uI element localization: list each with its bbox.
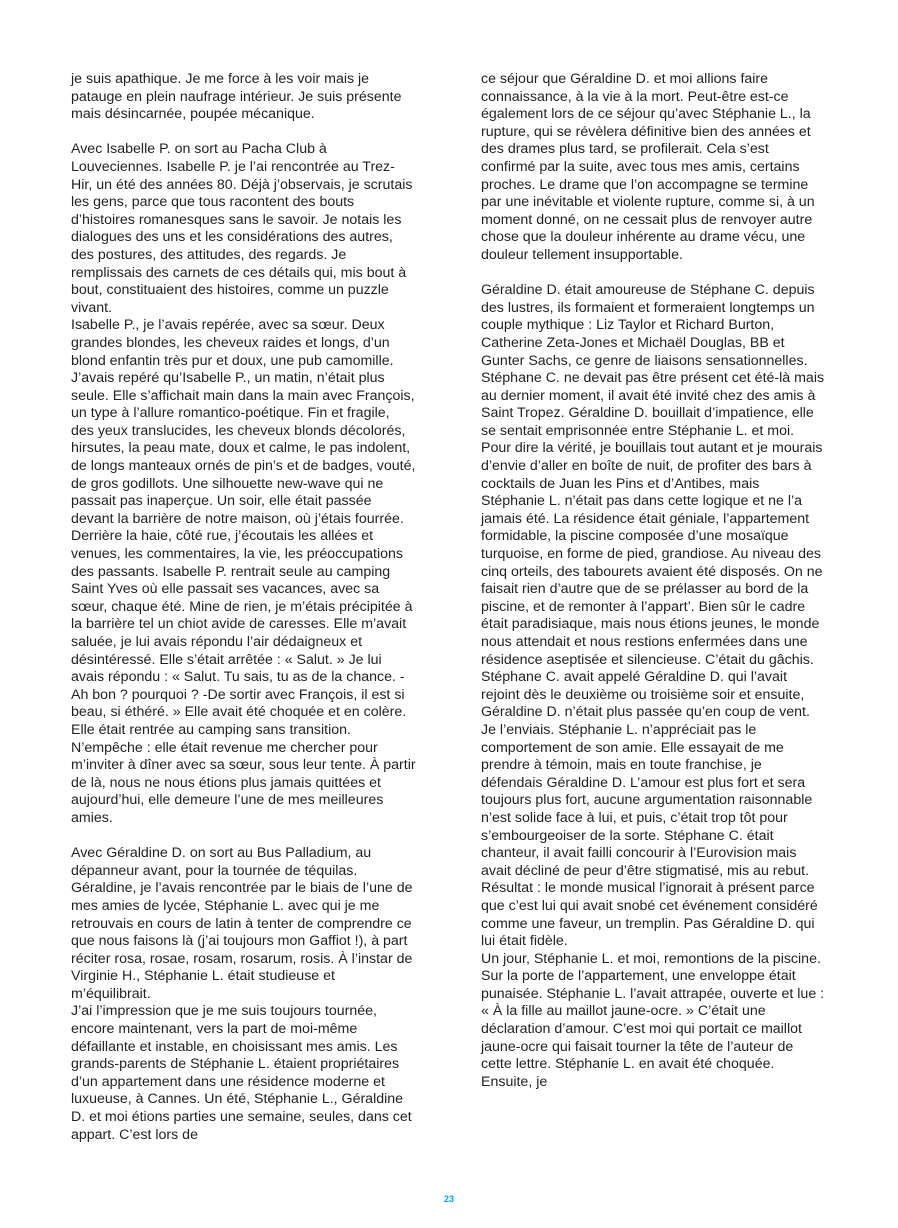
- paragraph: Stéphane C. ne devait pas être présent cet été-là mais au dernier moment, il avait été invité chez des amis à Saint Tropez. Géraldine D. bouillait d’impatience, elle se sentait emprisonnée entre Stéphanie L. et moi. Pour dire la vérité, je bouillais tout autant et je mourais d’envie d’aller en boîte de nuit, de profiter des bars à cocktails de Juan les Pins et d’Antibes, mais Stéphanie L. n’était pas dans cette logique et ne l’a jamais été. La résidence était géniale, l’appartement formidable, la piscine composée d’une mosaïque turquoise, en forme de pied, grandiose. Au niveau des cinq orteils, des tabourets avaient été disposés. On ne faisait rien d’autre que de se prélasser au bord de la piscine, et de remonter à l’appart’. Bien sûr le cadre était paradisiaque, mais nous étions jeunes, le monde nous attendait et nous restions enfermées dans une résidence aseptisée et silencieuse. C’était du gâchis. Stéphane C. avait appelé Géraldine D. qui l’avait rejoint dès le deuxième ou troisième soir et ensuite, Géraldine D. n’était plus passée qu’en coup de vent. Je l’enviais. Stéphanie L. n’appréciait pas le comportement de son amie. Elle essayait de me prendre à témoin, mais en toute franchise, je défendais Géraldine D. L’amour est plus fort et sera toujours plus fort, aucune argumentation raisonnable n’est solide face à lui, et puis, c’était trop tôt pour s’embourgeoiser de la sorte. Stéphane C. était chanteur, il avait failli concourir à l’Eurovision mais avait décliné de peur d’être stigmatisé, mis au rebut. Résultat : le monde musical l’ignorait à présent parce que c’est lui qui avait snobé cet événement considéré comme une faveur, un tremplin. Pas Géraldine D. qui lui était fidèle.: [481, 370, 825, 950]
- paragraph: Isabelle P., je l’avais repérée, avec sa sœur. Deux grandes blondes, les cheveux raides et longs, d’un blond enfantin très pur et doux, une pub camomille. J’avais repéré qu’Isabelle P., un matin, n’était plus seule. Elle s’affichait main dans la main avec François, un type à l’allure romantico-poétique. Fin et fragile, des yeux translucides, les cheveux blonds décolorés, hirsutes, la peau mate, doux et calme, le pas indolent, de longs manteaux ornés de pin’s et de badges, vouté, de gros godillots. Une silhouette new-wave qui ne passait pas inaperçue. Un soir, elle était passée devant la barrière de notre maison, où j’étais fourrée. Derrière la haie, côté rue, j’écoutais les allées et venues, les commentaires, la vie, les préoccupations des passants. Isabelle P. rentrait seule au camping Saint Yves où elle passait ses vacances, avec sa sœur, chaque été. Mine de rien, je m’étais précipitée à la barrière tel un chiot avide de caresses. Elle m’avait saluée, je lui avais répondu l’air dédaigneux et désintéressé. Elle s’était arrêtée : « Salut. » Je lui avais répondu : « Salut. Tu sais, tu as de la chance. -Ah bon ? pourquoi ? -De sortir avec François, il est si beau, si éthéré. » Elle avait été choquée et en colère. Elle était rentrée au camping sans transition. N’empêche : elle était revenue me chercher pour m’inviter à dîner avec sa sœur, sous leur tente. À partir de là, nous ne nous étions plus jamais quittées et aujourd’hui, elle demeure l’une de mes meilleures amies.: [71, 317, 416, 826]
- right-text-column: [481, 71, 826, 1091]
- paragraph: Un jour, Stéphanie L. et moi, remontions de la piscine. Sur la porte de l’appartement, une enveloppe était punaisée. Stéphanie L. l’avait attrapée, ouverte et lue : « À la fille au maillot jaune-ocre. » C’était une déclaration d’amour. C’est moi qui portait ce maillot jaune-ocre qui faisait tourner la tête de l’auteur de cette lettre. Stéphanie L. en avait été choquée. Ensuite, je: [481, 950, 825, 1090]
- paragraph: ce séjour que Géraldine D. et moi allions faire connaissance, à la vie à la mort. Peut-être est-ce également lors de ce séjour qu’avec Stéphanie L., la rupture, qui se révèlera définitive bien des années et des drames plus tard, se profilerait. Cela s’est confirmé par la suite, avec tous mes amis, certains proches. Le drame que l’on accompagne se termine par une inévitable et violente rupture, comme si, à un moment donné, on ne cessait plus de renvoyer autre chose que la douleur inhérente au drame vécu, une douleur tellement insupportable.: [481, 71, 815, 263]
- paragraph: J’ai l’impression que je me suis toujours tournée, encore maintenant, vers la part de moi-même défaillante et instable, en choisissant mes amis. Les grands-parents de Stéphanie L. étaient propriétaires d’un appartement dans une résidence moderne et luxueuse, à Cannes. Un été, Stéphanie L., Géraldine D. et moi étions parties une semaine, seules, dans cet appart. C’est lors de: [71, 1003, 412, 1143]
- left-text-column: [71, 71, 416, 1144]
- paragraph: Avec Géraldine D. on sort au Bus Palladium, au dépanneur avant, pour la tournée de téquilas. Géraldine, je l’avais rencontrée par le biais de l’une de mes amies de lycée, Stéphanie L. avec qui je me retrouvais en cours de latin à tenter de comprendre ce que nous faisons là (j’ai toujours mon Gaffiot !), à part réciter rosa, rosae, rosam, rosarum, rosis. À l’instar de Virginie H., Stéphanie L. était studieuse et m’équilibrait.: [71, 845, 413, 1002]
- page-number: 23: [443, 1194, 454, 1204]
- paragraph: Géraldine D. était amoureuse de Stéphane C. depuis des lustres, ils formaient et formeraient longtemps un couple mythique : Liz Taylor et Richard Burton, Catherine Zeta-Jones et Michaël Douglas, BB et Gunter Sachs, ce genre de liaisons sensationnelles.: [481, 282, 815, 369]
- paragraph: Avec Isabelle P. on sort au Pacha Club à Louveciennes. Isabelle P. je l’ai rencontrée au Trez-Hir, un été des années 80. Déjà j’observais, je scrutais les gens, parce que tous racontent des bouts d’histoires romanesques sans le savoir. Je notais les dialogues des uns et les considérations des autres, des postures, des attitudes, des regards. Je remplissais des carnets de ces détails qui, mis bout à bout, constituaient des histoires, comme un puzzle vivant.: [71, 141, 413, 316]
- paragraph: je suis apathique. Je me force à les voir mais je patauge en plein naufrage intérieur. Je suis présente mais désincarnée, poupée mécanique.: [71, 71, 402, 123]
